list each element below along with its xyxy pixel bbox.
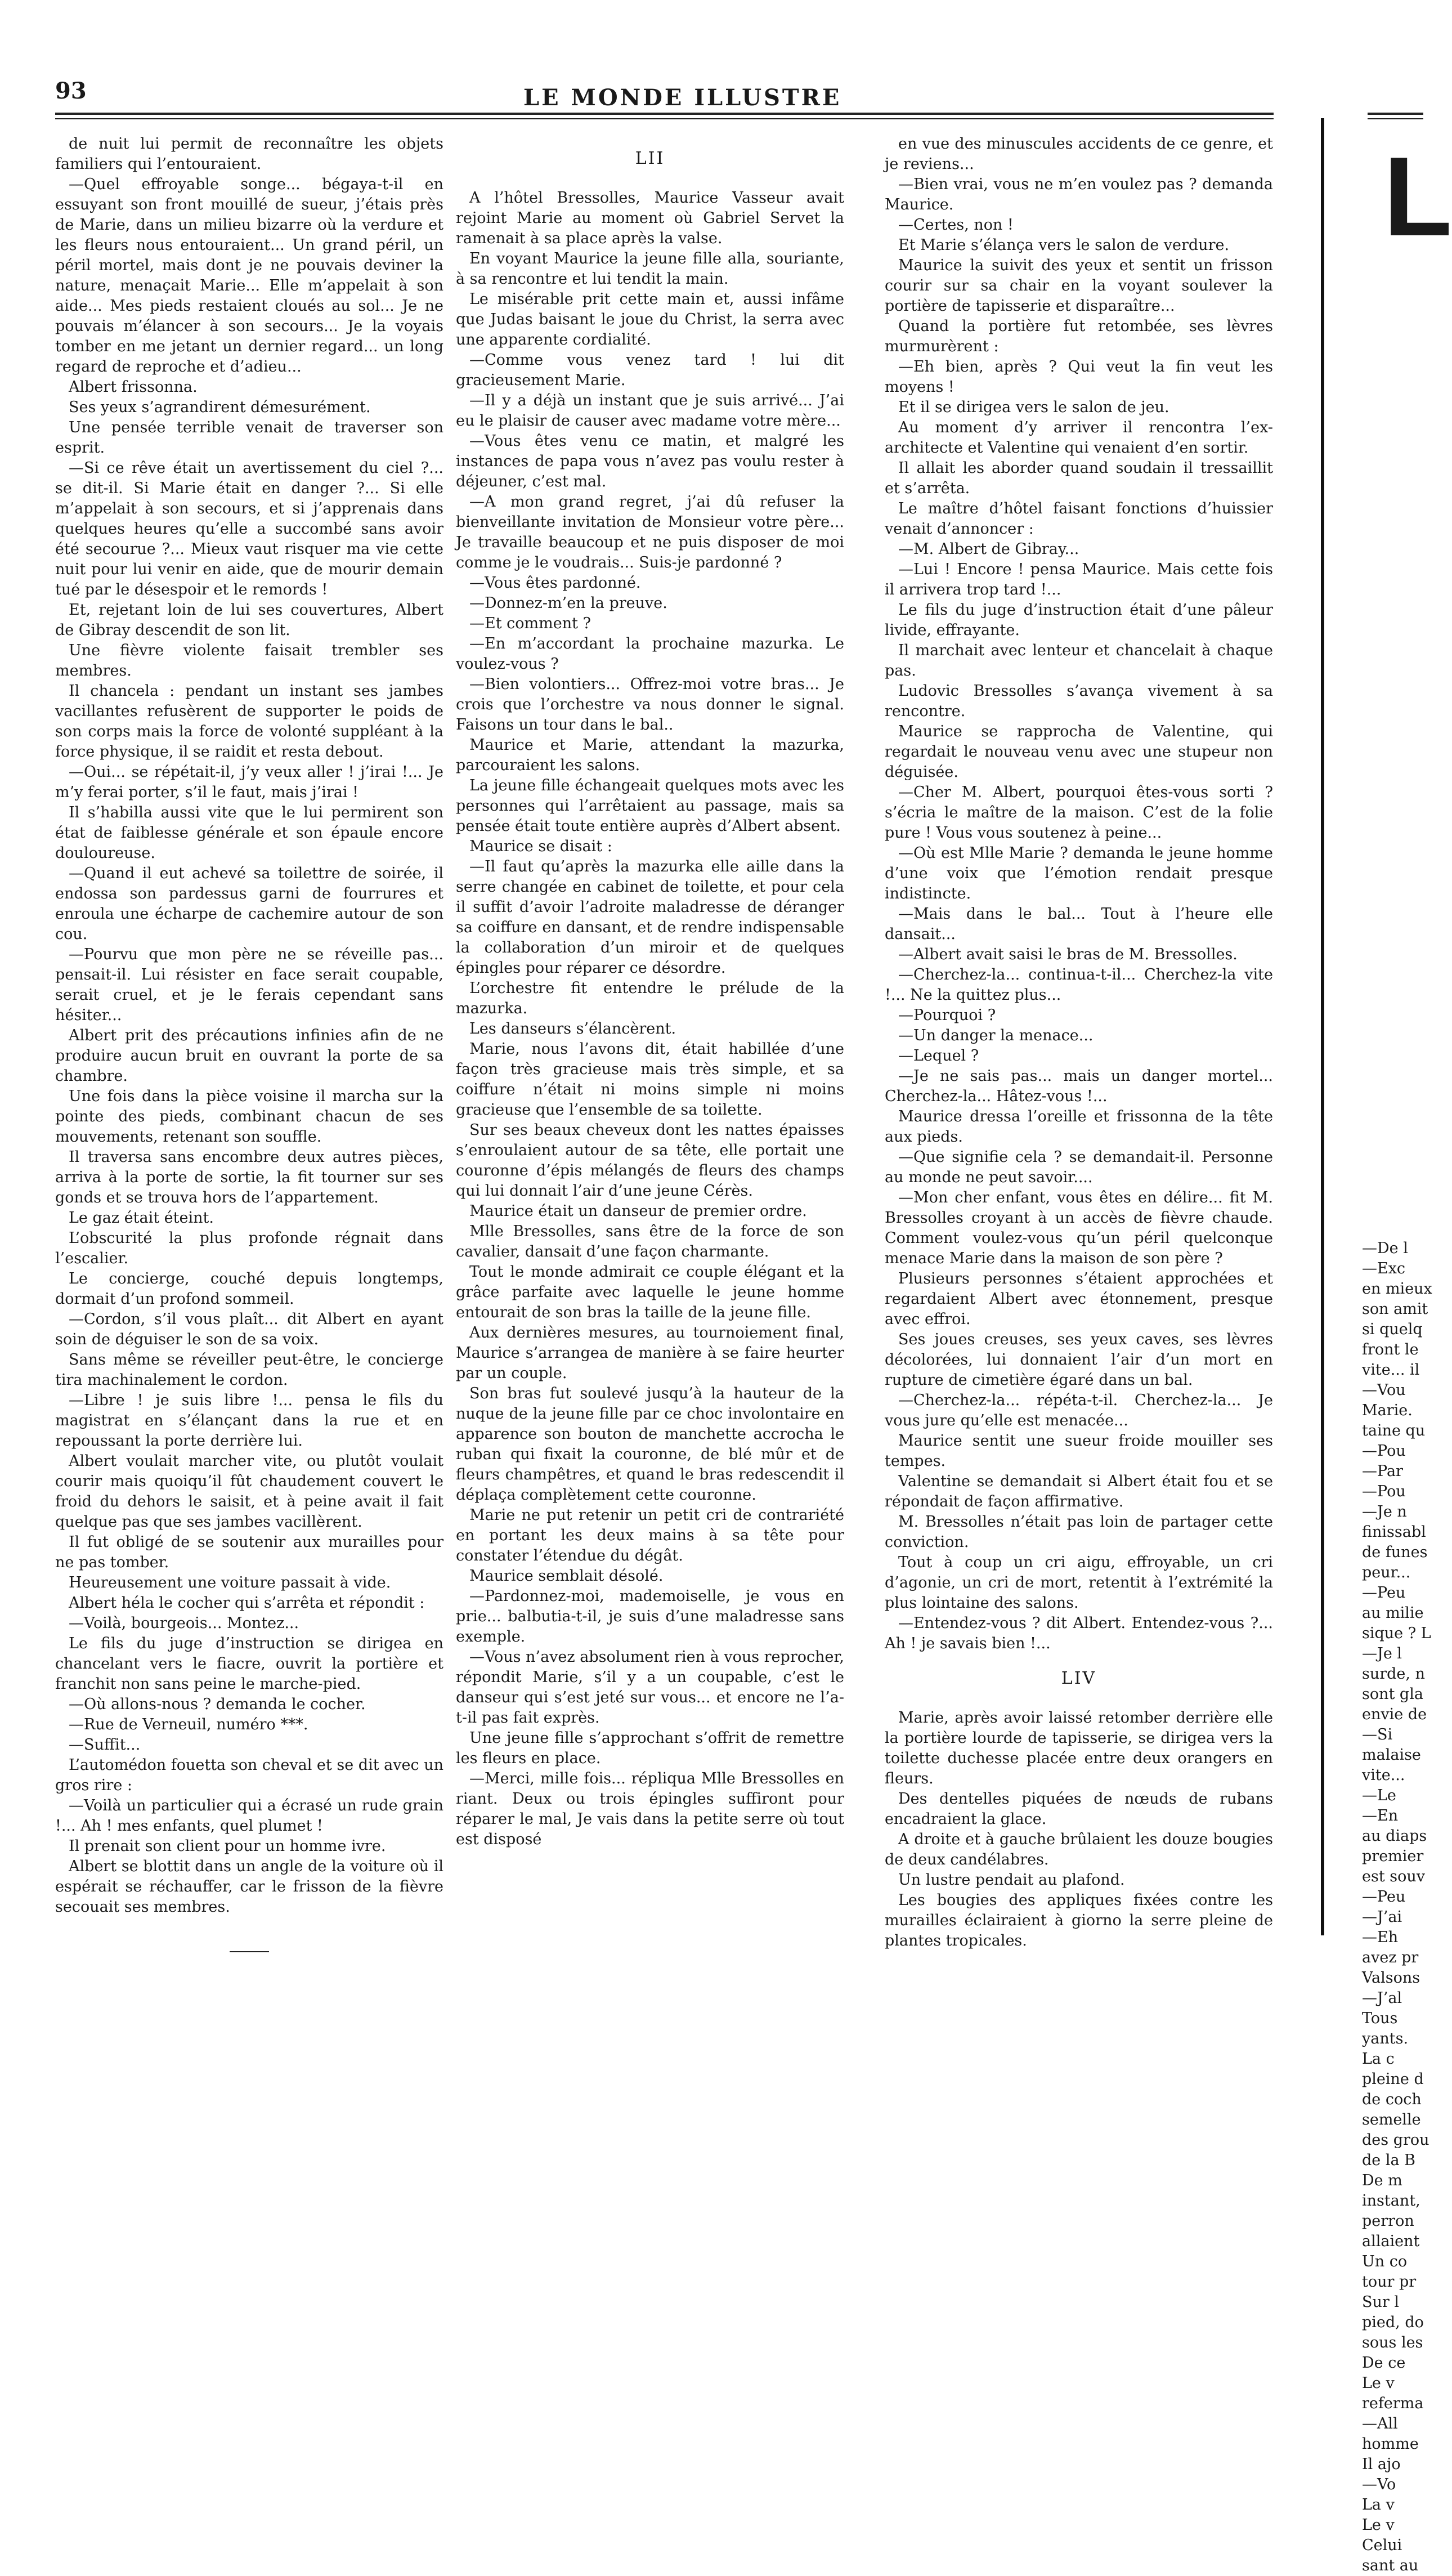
paragraph: —Un danger la menace... [898,1027,1094,1044]
text-column-2 [456,134,844,1850]
header-rule-thin [55,118,1274,119]
paragraph: Tout le monde admirait ce couple élégant et la grâce parfaite avec laquelle le jeune homme entourait de son bras la taille de la jeune fille. [456,1263,844,1321]
fragment-line: —En [1362,1807,1399,1824]
fragment-line: —All [1362,2415,1398,2432]
fragment-line: pleine d [1362,2070,1424,2088]
fragment-line: son amit [1362,1300,1428,1318]
paragraph: de nuit lui permit de reconnaître les objets familiers qui l’entouraient. [55,135,443,173]
paragraph: —Merci, mille fois... répliqua Mlle Bressolles en riant. Deux ou trois épingles suffiront pour réparer le mal, Je vais dans la petite serre où tout est disposé [456,1770,844,1848]
fragment-line: Le v [1362,2374,1395,2392]
paragraph: en vue des minuscules accidents de ce genre, et je reviens... [885,135,1273,173]
fragment-line: Sur l [1362,2293,1400,2311]
paragraph: Une pensée terrible venait de traverser son esprit. [55,419,443,457]
paragraph: Albert héla le cocher qui s’arrêta et répondit : [69,1594,425,1612]
fragment-line: allaient [1362,2233,1420,2250]
paragraph: Albert voulait marcher vite, ou plutôt voulait courir mais quoiqu’il fût chaudement couvert le froid du dehors le saisit, et à peine avait il fait quelque pas que ses jambes vacillèrent. [55,1452,443,1531]
next-page-fragment [1362,1238,1432,2576]
paragraph: Le maître d’hôtel faisant fonctions d’huissier venait d’annoncer : [885,500,1273,538]
paragraph: Maurice était un danseur de premier ordre. [469,1202,807,1220]
paragraph: —Il faut qu’après la mazurka elle aille dans la serre changée en cabinet de toilette, et pour cela il suffit d’avoir l’adroite maladresse de déranger sa coiffure en dansant, et de rendre indispensable la collaboration d’un miroir et de quelques épingles pour réparer ce désordre. [456,858,844,977]
paragraph: —Bien vrai, vous ne m’en voulez pas ? demanda Maurice. [885,176,1273,213]
paragraph: Quand la portière fut retombée, ses lèvres murmurèrent : [885,317,1273,355]
paragraph: Heureusement une voiture passait à vide. [69,1574,391,1591]
paragraph: A droite et à gauche brûlaient les douze bougies de deux candélabres. [885,1831,1273,1868]
paragraph: L’automédon fouetta son cheval et se dit avec un gros rire : [55,1756,443,1794]
column-3-body [885,134,1273,1654]
paragraph: Plusieurs personnes s’étaient approchées et regardaient Albert avec étonnement, presque avec effroi. [885,1270,1273,1328]
fragment-line: avez pr [1362,1949,1419,1966]
fragment-line: —Eh [1362,1929,1399,1946]
paragraph: Il allait les aborder quand soudain il tressaillit et s’arrêta. [885,459,1273,497]
fragment-line: Il ajo [1362,2456,1401,2473]
fragment-line: de coch [1362,2091,1422,2108]
paragraph: —Cher M. Albert, pourquoi êtes-vous sorti ? s’écria le maître de la maison. C’est de la folie pure ! Vous vous soutenez à peine... [885,784,1273,842]
paragraph: L’obscurité la plus profonde régnait dans l’escalier. [55,1229,443,1267]
paragraph: Le concierge, couché depuis longtemps, dormait d’un profond sommeil. [55,1270,443,1308]
fragment-line: —Par [1362,1463,1403,1480]
paragraph: Les bougies des appliques fixées contre les murailles éclairaient à giorno la serre pleine de plantes tropicales. [885,1891,1273,1949]
journal-title: LE MONDE ILLUSTRE [523,84,842,111]
paragraph: Maurice se rapprocha de Valentine, qui regardait le nouveau venu avec une stupeur non déguisée. [885,723,1273,781]
paragraph: —Suffit... [69,1736,141,1754]
fragment-line: De ce [1362,2354,1406,2372]
fragment-line: en mieux [1362,1280,1432,1298]
paragraph: —Voilà un particulier qui a écrasé un rude grain !... Ah ! mes enfants, quel plumet ! [55,1797,443,1835]
fragment-line: peur... [1362,1564,1411,1581]
paragraph: Albert prit des précautions infinies afin de ne produire aucun bruit en ouvrant la porte de sa chambre. [55,1027,443,1085]
paragraph: Marie, nous l’avons dit, était habillée d’une façon très gracieuse mais très simple, et sa coiffure n’était ni moins simple ni moins gracieuse que l’ensemble de sa toilette. [456,1040,844,1119]
paragraph: Et Marie s’élança vers le salon de verdure. [898,236,1230,254]
fragment-line: est souv [1362,1868,1426,1885]
fragment-line: —De l [1362,1240,1408,1257]
paragraph: Valentine se demandait si Albert était fou et se répondait de façon affirmative. [885,1473,1273,1510]
fragment-line: Le v [1362,2516,1395,2534]
paragraph: Il marchait avec lenteur et chancelait à chaque pas. [885,642,1273,679]
fragment-line: —Je l [1362,1645,1402,1662]
fragment-line: La v [1362,2496,1395,2514]
fragment-line: sous les [1362,2334,1423,2351]
fragment-line: —J’ai [1362,1908,1402,1926]
paragraph: —Il y a déjà un instant que je suis arrivé... J’ai eu le plaisir de causer avec madame votre mère... [456,392,844,430]
fragment-line: La c [1362,2050,1395,2068]
paragraph: Il s’habilla aussi vite que le lui permirent son état de faiblesse générale et son épaule encore douloureuse. [55,804,443,862]
paragraph: —Si ce rêve était un avertissement du ciel ?... se dit-il. Si Marie était en danger ?... Si elle m’appelait à son secours, et si j’apprenais dans quelques heures qu’elle a succombé sans avoir été secourue ?... Mieux vaut risquer ma vie cette nuit pour lui venir en aide, que de mourir demain tué par le désespoir et le remords ! [55,459,443,598]
paragraph: Le fils du juge d’instruction était d’une pâleur livide, effrayante. [885,601,1273,639]
paragraph: Une fois dans la pièce voisine il marcha sur la pointe des pieds, combinant chacun de ses mouvements, retenant son souffle. [55,1088,443,1146]
chapter-heading-liv: LIV [1061,1669,1097,1688]
page-gutter [1321,118,1324,1935]
paragraph: Son bras fut soulevé jusqu’à la hauteur de la nuque de la jeune fille par ce choc involontaire en apparence son bouton de manchette accrocha le ruban qui fixait la couronne, de blé mûr et de fleurs champêtres, et quand le bras redescendit il déplaça complètement cette couronne. [456,1385,844,1504]
fragment-line: envie de [1362,1706,1427,1723]
paragraph: Le misérable prit cette main et, aussi infâme que Judas baisant le joue du Christ, la serra avec une apparente cordialité. [456,290,844,348]
paragraph: Sans même se réveiller peut-être, le concierge tira machinalement le cordon. [55,1351,443,1389]
paragraph: Les danseurs s’élancèrent. [469,1020,676,1037]
paragraph: Sur ses beaux cheveux dont les nattes épaisses s’enroulaient autour de sa tête, elle portait une couronne d’épis mélangés de fleurs des champs qui lui donnait l’air d’une jeune Cérès. [456,1121,844,1200]
fragment-line: si quelq [1362,1321,1423,1338]
paragraph: Une jeune fille s’approchant s’offrit de remettre les fleurs en place. [456,1729,844,1767]
fragment-line: vite... [1362,1766,1405,1784]
paragraph: Maurice dressa l’oreille et frissonna de la tête aux pieds. [885,1108,1273,1146]
paragraph: Il traversa sans encombre deux autres pièces, arriva à la porte de sortie, la fit tourner sur ses gonds et se trouva hors de l’appartement. [55,1148,443,1206]
fragment-line: sique ? L [1362,1625,1431,1642]
paragraph: —Comme vous venez tard ! lui dit gracieusement Marie. [456,351,844,389]
paragraph: Il prenait son client pour un homme ivre. [69,1837,386,1855]
paragraph: —Pourquoi ? [898,1007,996,1024]
paragraph: —Libre ! je suis libre !... pensa le fils du magistrat en s’élançant dans la rue et en repoussant la porte derrière lui. [55,1392,443,1450]
fragment-line: semelle [1362,2111,1421,2128]
fragment-line: —Peu [1362,1584,1406,1602]
paragraph: Albert se blottit dans un angle de la voiture où il espérait se réchauffer, car le frisson de la fièvre secouait ses membres. [55,1858,443,1916]
page-number: 93 [55,78,87,104]
fragment-line: Un co [1362,2253,1408,2270]
paragraph: Maurice se disait : [469,838,612,855]
column-2-body [456,188,844,1850]
fragment-line: Valsons [1362,1969,1420,1987]
paragraph: —Voilà, bourgeois... Montez... [69,1615,299,1632]
fragment-line: vite... il [1362,1361,1420,1379]
paragraph: —Oui... se répétait-il, j’y veux aller ! j’irai !... Je m’y ferai porter, s’il le faut, mais j’irai ! [55,763,443,801]
fragment-line: pied, do [1362,2314,1424,2331]
paragraph: —Albert avait saisi le bras de M. Bressolles. [898,946,1238,963]
paragraph: Il chancela : pendant un instant ses jambes vacillantes refusèrent de supporter le poids de son corps mais la force de volonté suppléant à la force physique, il se raidit et resta debout. [55,682,443,761]
paragraph: —Vous n’avez absolument rien à vous reprocher, répondit Marie, s’il y a un coupable, c’est le danseur qui s’est jeté sur vous... et encore ne l’a-t-il pas fait exprès. [456,1648,844,1727]
paragraph: —Cordon, s’il vous plaît... dit Albert en ayant soin de déguiser le son de sa voix. [55,1311,443,1348]
fragment-line: yants. [1362,2030,1409,2047]
paragraph: —Mais dans le bal... Tout à l’heure elle dansait... [885,905,1273,943]
fragment-line: homme [1362,2435,1419,2453]
fragment-line: des grou [1362,2131,1429,2149]
fragment-line: au diaps [1362,1827,1427,1845]
fragment-line: —J’al [1362,1989,1402,2007]
paragraph: —Où allons-nous ? demanda le cocher. [69,1696,366,1713]
column-3-continuation [885,1708,1273,1951]
paragraph: —Et comment ? [469,615,591,632]
chapter-heading-lii: LII [635,149,665,168]
paragraph: Une fièvre violente faisait trembler ses membres. [55,642,443,679]
paragraph: M. Bressolles n’était pas loin de partager cette conviction. [885,1513,1273,1551]
section-end-rule [230,1951,269,1952]
paragraph: —Que signifie cela ? se demandait-il. Personne au monde ne peut savoir.... [885,1148,1273,1186]
text-column-1 [55,134,443,1952]
text-column-3 [885,134,1273,1951]
paragraph: —Cherchez-la... continua-t-il... Cherchez-la vite !... Ne la quittez plus... [885,966,1273,1004]
next-page-rule-thin [1368,118,1423,119]
paragraph: Maurice semblait désolé. [469,1567,664,1585]
paragraph: Maurice la suivit des yeux et sentit un frisson courir sur sa chair en la voyant soulever la portière de tapisserie et disparaître... [885,257,1273,315]
fragment-line: sont gla [1362,1685,1423,1703]
paragraph: Maurice et Marie, attendant la mazurka, parcouraient les salons. [456,736,844,774]
fragment-line: —Peu [1362,1888,1406,1906]
paragraph: —Vous êtes venu ce matin, et malgré les instances de papa vous n’avez pas voulu rester à déjeuner, c’est mal. [456,432,844,490]
paragraph: —Cherchez-la... répéta-t-il. Cherchez-la... Je vous jure qu’elle est menacée... [885,1392,1273,1429]
header-rule [55,113,1274,115]
paragraph: —Donnez-m’en la preuve. [469,594,667,612]
fragment-line: —Vou [1362,1381,1406,1399]
fragment-line: de funes [1362,1544,1428,1561]
paragraph: —Lequel ? [898,1047,979,1065]
next-page-drop-cap: L [1383,134,1452,260]
fragment-line: perron [1362,2212,1414,2230]
fragment-line: Celui [1362,2537,1402,2554]
fragment-line: sant au [1362,2557,1419,2574]
paragraph: —Rue de Verneuil, numéro ***. [69,1716,308,1733]
fragment-line: front le [1362,1341,1419,1358]
fragment-line: tour pr [1362,2273,1417,2291]
paragraph: —Je ne sais pas... mais un danger mortel... Cherchez-la... Hâtez-vous !... [885,1067,1273,1105]
paragraph: Marie, après avoir laissé retomber derrière elle la portière lourde de tapisserie, se dirigea vers la toilette duchesse placée entre deux orangers en fleurs. [885,1709,1273,1787]
fragment-line: premier [1362,1848,1424,1865]
fragment-line: au milie [1362,1604,1424,1622]
next-page-rule [1368,113,1423,115]
fragment-line: Marie. [1362,1402,1413,1419]
paragraph: Le gaz était éteint. [69,1209,214,1227]
paragraph: Au moment d’y arriver il rencontra l’ex-architecte et Valentine qui venaient d’en sortir. [885,419,1273,457]
paragraph: —Pardonnez-moi, mademoiselle, je vous en prie... balbutia-t-il, je suis d’une maladresse sans exemple. [456,1587,844,1645]
paragraph: Et il se dirigea vers le salon de jeu. [898,399,1169,416]
paragraph: A l’hôtel Bressolles, Maurice Vasseur avait rejoint Marie au moment où Gabriel Servet la ramenait à sa place après la valse. [456,189,844,247]
paragraph: —Lui ! Encore ! pensa Maurice. Mais cette fois il arrivera trop tard !... [885,561,1273,598]
paragraph: —En m’accordant la prochaine mazurka. Le voulez-vous ? [456,635,844,673]
paragraph: —Quel effroyable songe... bégaya-t-il en essuyant son front mouillé de sueur, j’étais près de Marie, dans un milieu bizarre où la verdure et les fleurs nous entouraient... Un grand péril, un péril mortel, mais dont je ne pouvais deviner la nature, menaçait Marie... Elle m’appelait à son aide... Mes pieds restaient cloués au sol... Je ne pouvais m’élancer à son secours... Je la voyais tomber en me jetant un dernier regard... un long regard de reproche et d’adieu... [55,176,443,375]
fragment-line: —Le [1362,1787,1396,1804]
paragraph: La jeune fille échangeait quelques mots avec les personnes qui l’arrêtaient au passage, mais sa pensée était toute entière auprès d’Albert absent. [456,777,844,835]
paragraph: Marie ne put retenir un petit cri de contrariété en portant les deux mains à sa tête pour constater l’étendue du dégât. [456,1506,844,1564]
paragraph: Mlle Bressolles, sans être de la force de son cavalier, dansait d’une façon charmante. [456,1223,844,1260]
paragraph: Tout à coup un cri aigu, effroyable, un cri d’agonie, un cri de mort, retentit à l’extrémité la plus lointaine des salons. [885,1554,1273,1612]
paragraph: —Où est Mlle Marie ? demanda le jeune homme d’une voix que l’émotion rendait presque indistincte. [885,844,1273,902]
paragraph: Le fils du juge d’instruction se dirigea en chancelant vers le fiacre, ouvrit la portière et franchit non sans peine le marche-pied. [55,1635,443,1693]
fragment-line: —Je n [1362,1503,1407,1520]
paragraph: Ses yeux s’agrandirent démesurément. [69,399,371,416]
paragraph: Et, rejetant loin de lui ses couvertures, Albert de Gibray descendit de son lit. [55,601,443,639]
paragraph: Ludovic Bressolles s’avança vivement à sa rencontre. [885,682,1273,720]
paragraph: —Pourvu que mon père ne se réveille pas... pensait-il. Lui résister en face serait coupable, serait cruel, et je le ferais cependant sans hésiter... [55,946,443,1024]
paragraph: Il fut obligé de se soutenir aux murailles pour ne pas tomber. [55,1533,443,1571]
fragment-line: referma [1362,2395,1424,2412]
fragment-line: De m [1362,2172,1402,2189]
paragraph: —A mon grand regret, j’ai dû refuser la bienveillante invitation de Monsieur votre père... Je travaille beaucoup et ne puis disposer de moi comme je le voudrais... Suis-je pardonné ? [456,493,844,571]
paragraph: —Vous êtes pardonné. [469,574,641,592]
fragment-line: de la B [1362,2152,1416,2169]
fragment-line: malaise [1362,1746,1421,1764]
paragraph: —Entendez-vous ? dit Albert. Entendez-vous ?... Ah ! je savais bien !... [885,1615,1273,1652]
fragment-line: finissabl [1362,1523,1426,1541]
fragment-line: —Exc [1362,1260,1406,1277]
paragraph: —M. Albert de Gibray... [898,540,1079,558]
paragraph: Des dentelles piquées de nœuds de rubans encadraient la glace. [885,1790,1273,1828]
fragment-line: taine qu [1362,1422,1426,1439]
fragment-line: —Pou [1362,1483,1406,1500]
paragraph: Aux dernières mesures, au tournoiement final, Maurice s’arrangea de manière à se faire heurter par un couple. [456,1324,844,1382]
paragraph: Albert frissonna. [69,378,198,396]
paragraph: —Eh bien, après ? Qui veut la fin veut les moyens ! [885,358,1273,396]
paragraph: L’orchestre fit entendre le prélude de la mazurka. [456,980,844,1017]
paragraph: Maurice sentit une sueur froide mouiller ses tempes. [885,1432,1273,1470]
paragraph: —Mon cher enfant, vous êtes en délire... fit M. Bressolles croyant à un accès de fièvre chaude. Comment voulez-vous qu’un péril quelconque menace Marie dans la maison de son père ? [885,1189,1273,1267]
paragraph: —Quand il eut achevé sa toilettre de soirée, il endossa son pardessus garni de fourrures et enroula une écharpe de cachemire autour de son cou. [55,865,443,943]
fragment-line: —Si [1362,1726,1393,1743]
fragment-line: instant, [1362,2192,1420,2210]
fragment-line: surde, n [1362,1665,1425,1683]
paragraph: Ses joues creuses, ses yeux caves, ses lèvres décolorées, lui donnaient l’air d’un mort en rupture de cimetière égaré dans un bal. [885,1331,1273,1389]
paragraph: Un lustre pendait au plafond. [898,1871,1125,1889]
paragraph: En voyant Maurice la jeune fille alla, souriante, à sa rencontre et lui tendit la main. [456,250,844,288]
paragraph: —Bien volontiers... Offrez-moi votre bras... Je crois que l’orchestre va nous donner le signal. Faisons un tour dans le bal.. [456,676,844,734]
paragraph: —Certes, non ! [898,216,1014,234]
fragment-line: —Pou [1362,1442,1406,1460]
fragment-line: Tous [1362,2010,1398,2027]
fragment-line: —Vo [1362,2476,1396,2493]
